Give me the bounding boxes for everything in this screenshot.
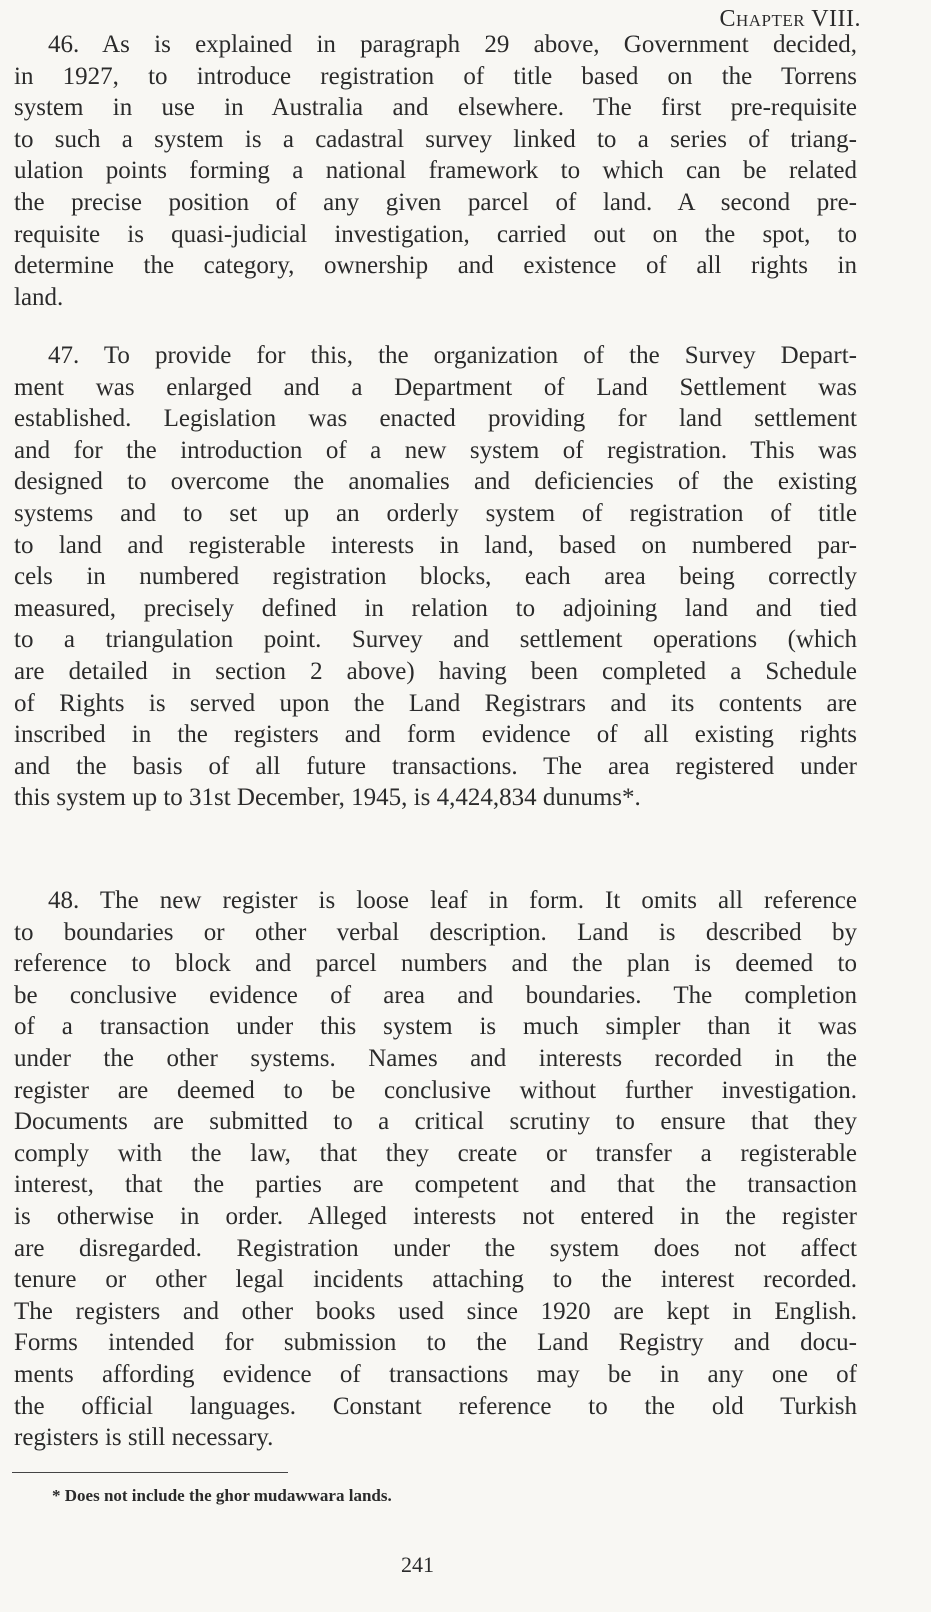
text-line: inscribed in the registers and form evidence of all existing rights (14, 721, 857, 749)
text-line: this system up to 31st December, 1945, is 4,424,834 dunums*. (14, 784, 641, 812)
text-line: 47. To provide for this, the organization of the Survey Depart- (48, 342, 857, 369)
text-line: 46. As is explained in paragraph 29 above, Government decided, (48, 31, 857, 58)
text-line: designed to overcome the anomalies and deficiencies of the existing (14, 468, 857, 496)
text-line: to land and registerable interests in land, based on numbered par- (14, 531, 857, 559)
text-line: reference to block and parcel numbers and the plan is deemed to (14, 950, 857, 978)
text-line: and the basis of all future transactions. The area registered under (14, 752, 857, 780)
paragraph-47 (14, 340, 857, 814)
paragraph-46 (14, 29, 857, 313)
text-line: 48. The new register is loose leaf in form. It omits all reference (48, 887, 857, 914)
text-line: ulation points forming a national framework to which can be related (14, 157, 857, 185)
text-line: requisite is quasi-judicial investigation, carried out on the spot, to (14, 220, 857, 248)
footnote-divider (12, 1472, 288, 1473)
text-line: established. Legislation was enacted providing for land settlement (14, 405, 857, 433)
text-line: is otherwise in order. Alleged interests not entered in the register (14, 1202, 857, 1230)
text-line: of a transaction under this system is much simpler than it was (14, 1013, 857, 1041)
text-line: to a triangulation point. Survey and settlement operations (which (14, 626, 857, 654)
text-line: ment was enlarged and a Department of Land Settlement was (14, 373, 857, 401)
text-line: and for the introduction of a new system of registration. This was (14, 436, 857, 464)
text-line: interest, that the parties are competent and that the transaction (14, 1171, 857, 1199)
text-line: the official languages. Constant reference to the old Turkish (14, 1392, 857, 1420)
footnote: * Does not include the ghor mudawwara lands. (52, 1486, 392, 1505)
text-line: of Rights is served upon the Land Registrars and its contents are (14, 689, 857, 717)
text-line: The registers and other books used since 1920 are kept in English. (14, 1297, 857, 1325)
text-line: register are deemed to be conclusive without further investigation. (14, 1076, 857, 1104)
text-line: are detailed in section 2 above) having been completed a Schedule (14, 657, 857, 685)
text-line: Forms intended for submission to the Land Registry and docu- (14, 1329, 857, 1357)
text-line: the precise position of any given parcel of land. A second pre- (14, 188, 857, 216)
text-line: tenure or other legal incidents attaching to the interest recorded. (14, 1266, 857, 1294)
text-line: are disregarded. Registration under the system does not affect (14, 1234, 857, 1262)
text-line: Documents are submitted to a critical scrutiny to ensure that they (14, 1108, 857, 1136)
text-line: in 1927, to introduce registration of title based on the Torrens (14, 62, 857, 90)
text-line: comply with the law, that they create or transfer a registerable (14, 1139, 857, 1167)
text-line: systems and to set up an orderly system of registration of title (14, 499, 857, 527)
text-line: system in use in Australia and elsewhere. The first pre-requisite (14, 94, 857, 122)
text-line: to such a system is a cadastral survey linked to a series of triang- (14, 125, 857, 153)
text-line: be conclusive evidence of area and boundaries. The completion (14, 981, 857, 1009)
paragraph-48 (14, 885, 857, 1454)
text-line: determine the category, ownership and existence of all rights in (14, 252, 857, 280)
text-line: land. (14, 283, 64, 311)
text-line: to boundaries or other verbal description. Land is described by (14, 918, 857, 946)
page-number: 241 (401, 1552, 434, 1577)
text-line: registers is still necessary. (14, 1424, 274, 1452)
text-line: measured, precisely defined in relation to adjoining land and tied (14, 594, 857, 622)
text-line: ments affording evidence of transactions may be in any one of (14, 1360, 857, 1388)
text-line: under the other systems. Names and interests recorded in the (14, 1044, 857, 1072)
text-line: cels in numbered registration blocks, each area being correctly (14, 563, 857, 591)
chapter-header: Chapter VIII. (719, 6, 861, 32)
